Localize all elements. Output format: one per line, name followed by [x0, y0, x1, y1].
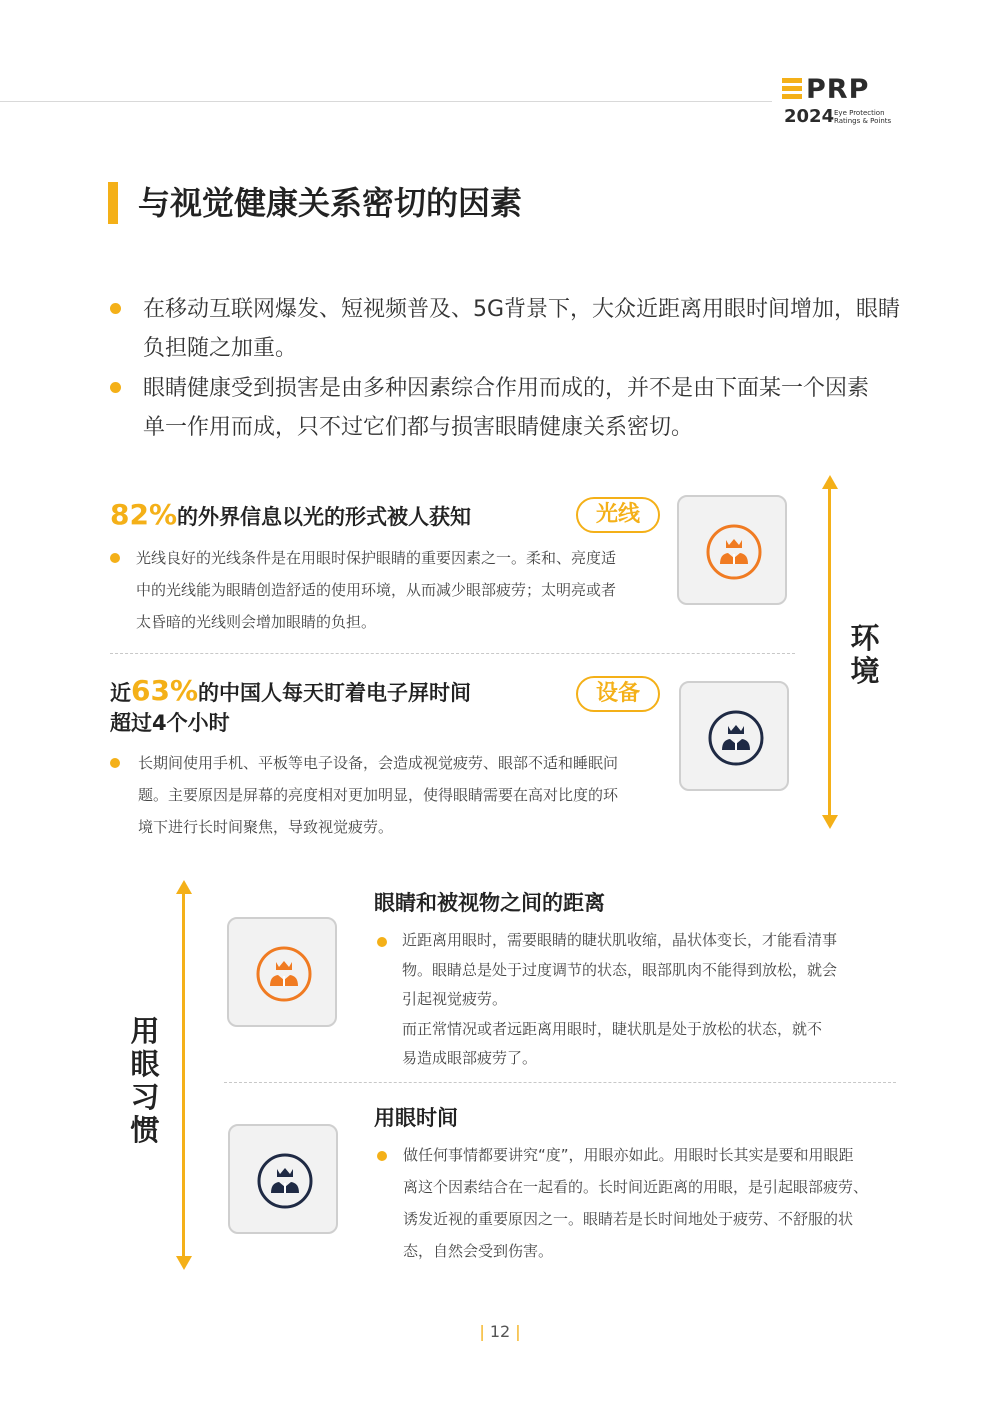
intro-bullet-dot	[110, 303, 121, 314]
intro-paragraph-1: 在移动互联网爆发、短视频普及、5G背景下，大众近距离用眼时间增加，眼睛 负担随之加重。	[143, 297, 901, 361]
habits-arrow-down-icon	[176, 1256, 192, 1270]
worker-figure-icon	[708, 710, 764, 766]
intro-paragraph-2: 眼睛健康受到损害是由多种因素综合作用而成的，并不是由下面某一个因素 单一作用而成，只不过它们都与损害眼睛健康关系密切。	[143, 376, 870, 440]
light-percentage: 82%	[110, 498, 178, 531]
logo-text: PRP	[806, 74, 870, 105]
light-bullet-dot	[110, 553, 120, 563]
intro-bullet-dot	[110, 382, 121, 393]
worker-figure-icon	[257, 1153, 313, 1209]
device-bullet-dot	[110, 758, 120, 768]
light-description: 光线良好的光线条件是在用眼时保护眼睛的重要因素之一。柔和、亮度适 中的光线能为眼睛创造舒适的使用环境，从而减少眼部疲劳；太明亮或者 太昏暗的光线则会增加眼睛的负担。	[136, 549, 617, 631]
title-accent-bar	[108, 182, 118, 224]
device-description: 长期间使用手机、平板等电子设备，会造成视觉疲劳、眼部不适和睡眠问 题。主要原因是屏幕的亮度相对更加明显，使得眼睛需要在高对比度的环 境下进行长时间聚焦，导致视觉疲劳。	[138, 754, 619, 836]
worker-figure-icon	[706, 524, 762, 580]
device-factor-title: 近63%的中国人每天盯着电子屏时间 超过4个小时	[110, 674, 472, 735]
environment-axis-line	[828, 487, 831, 817]
logo-e-mark-icon	[782, 78, 802, 100]
habits-label: 用眼习惯	[130, 1014, 160, 1147]
device-icon-card	[679, 681, 789, 791]
distance-factor-title: 眼睛和被视物之间的距离	[374, 891, 605, 915]
eprp-logo	[782, 74, 892, 128]
tag-device: 设备	[576, 676, 660, 712]
environment-label: 环境	[850, 621, 880, 688]
page-number: | 12 |	[479, 1322, 521, 1341]
environment-arrow-down-icon	[822, 815, 838, 829]
time-description: 做任何事情都要讲究“度”，用眼亦如此。用眼时长其实是要和用眼距 离这个因素结合在一起看的。长时间近距离的用眼，是引起眼部疲劳、 诱发近视的重要原因之一。眼睛若是长时间地处于疲劳、不舒服的状 态，自然会受到伤害。	[403, 1146, 869, 1260]
habits-axis-line	[182, 892, 185, 1258]
time-bullet-dot	[377, 1151, 387, 1161]
worker-figure-icon	[256, 946, 312, 1002]
distance-icon-card	[227, 917, 337, 1027]
logo-subtitle: Eye Protection Ratings & Points	[834, 109, 892, 125]
section-divider	[110, 653, 795, 654]
time-icon-card	[228, 1124, 338, 1234]
page-title: 与视觉健康关系密切的因素	[138, 184, 523, 222]
light-icon-card	[677, 495, 787, 605]
header-rule	[0, 101, 772, 102]
device-percentage: 63%	[131, 674, 199, 707]
logo-year: 2024	[784, 106, 835, 127]
tag-light: 光线	[576, 497, 660, 533]
time-factor-title: 用眼时间	[374, 1106, 458, 1130]
distance-description: 近距离用眼时，需要眼睛的睫状肌收缩，晶状体变长，才能看清事 物。眼睛总是处于过度调节的状态，眼部肌肉不能得到放松，就会 引起视觉疲劳。 而正常情况或者远距离用眼时，睫状肌是处于放松的状态，就不 易造成眼部疲劳了。	[402, 931, 838, 1067]
distance-bullet-dot	[377, 937, 387, 947]
section-divider	[224, 1082, 896, 1083]
light-factor-title: 82%的外界信息以光的形式被人获知	[110, 498, 472, 531]
